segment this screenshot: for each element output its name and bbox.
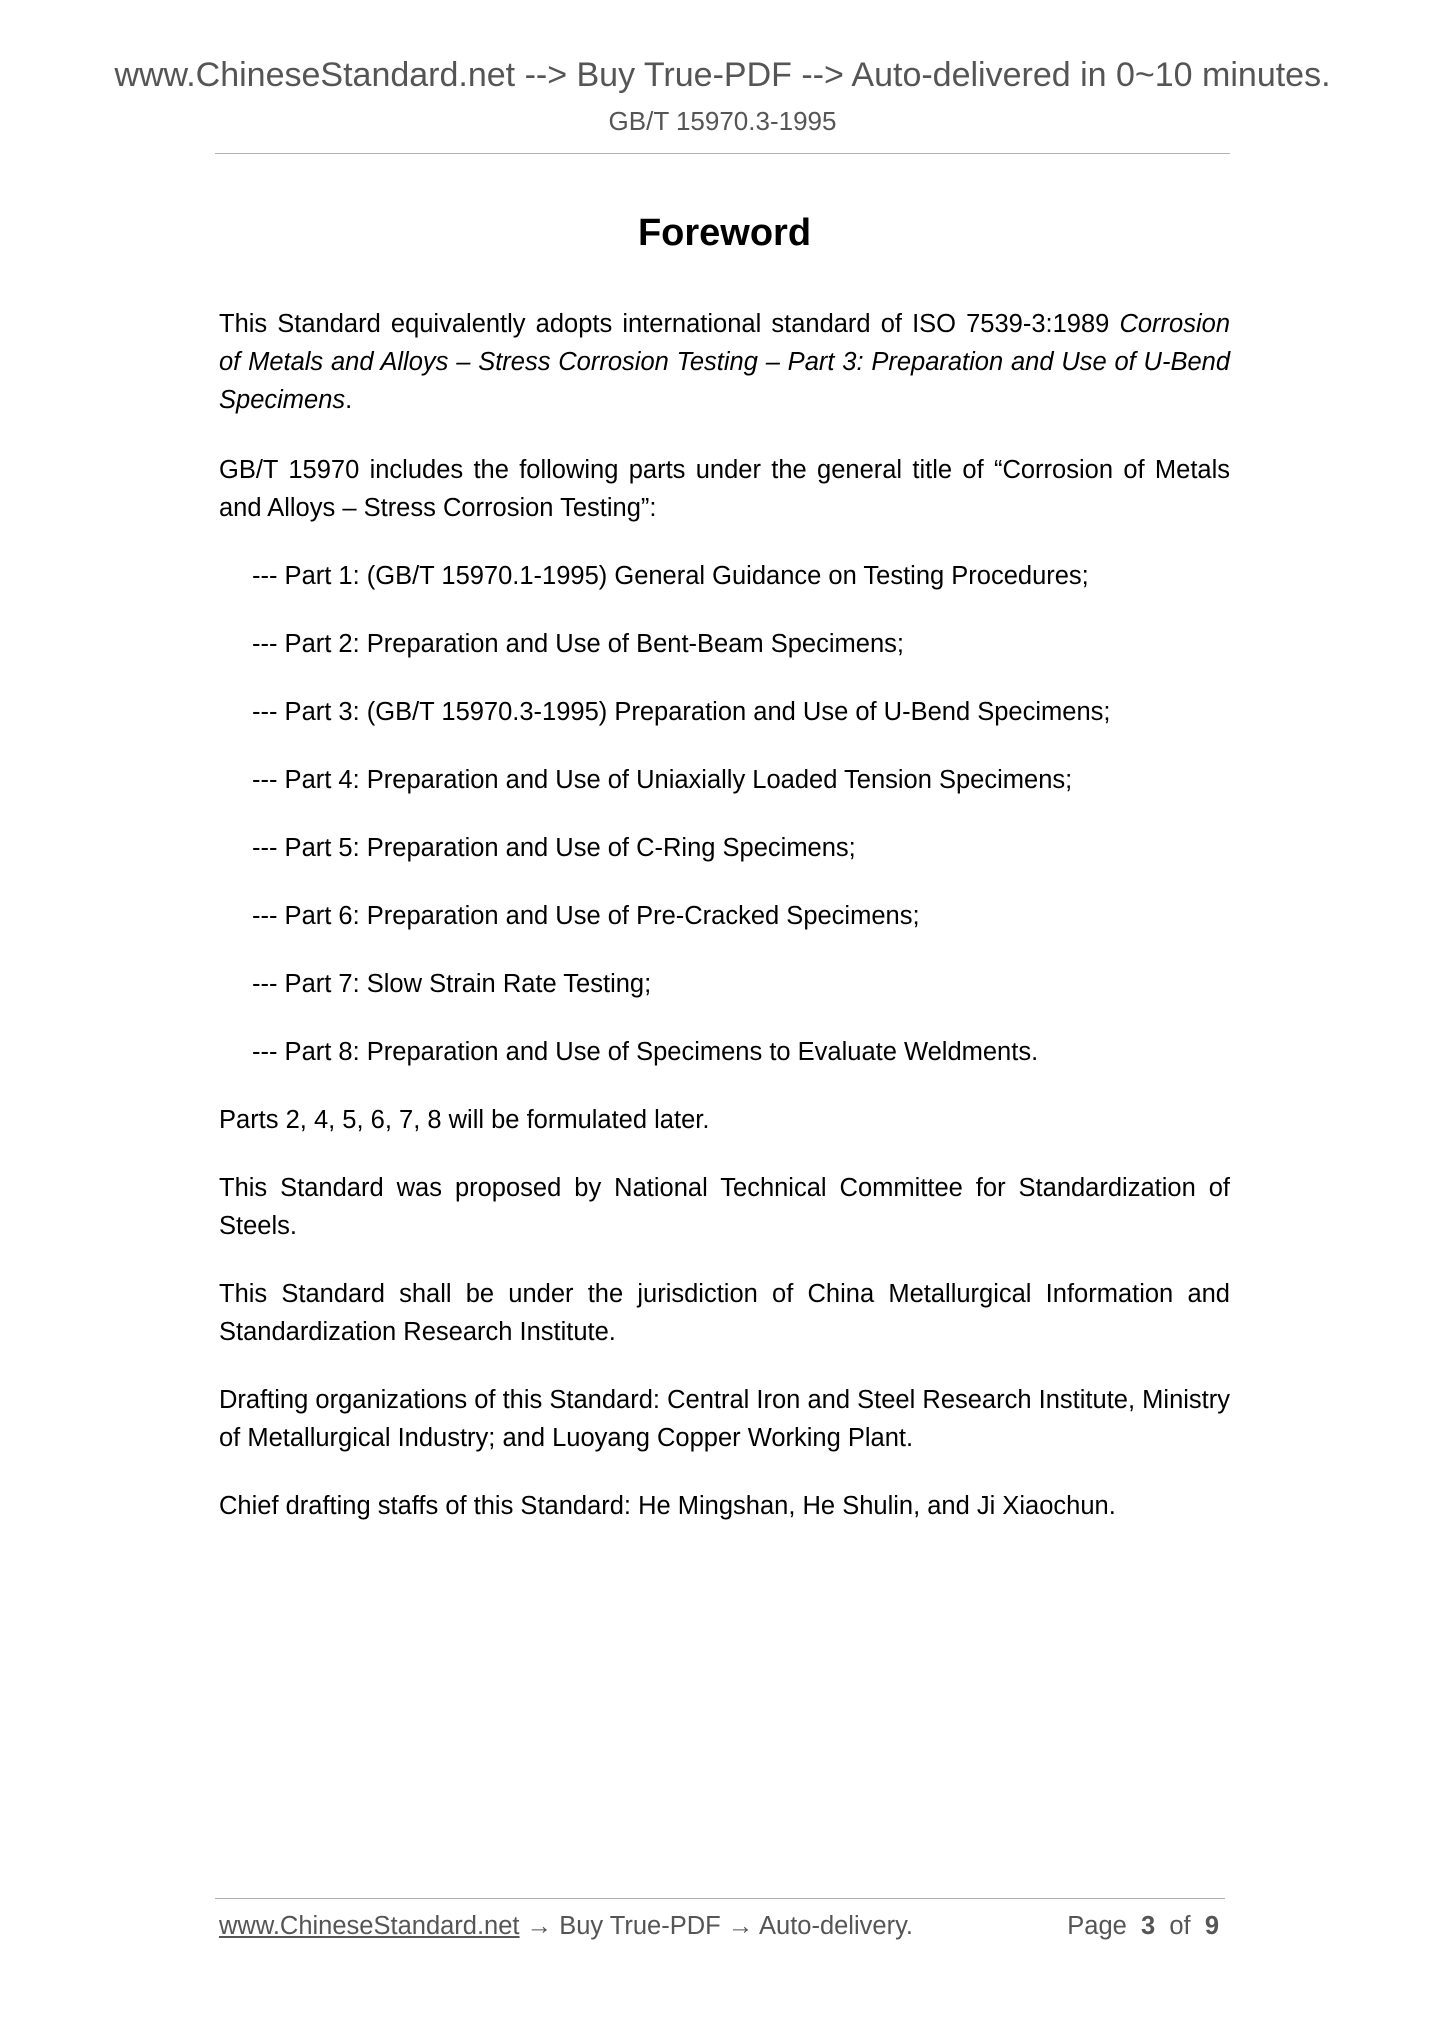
footer-delivery-text: Auto-delivery.	[759, 1912, 914, 1940]
intro-iso-title: Corrosion of Metals and Alloys – Stress Corrosion Testing – Part 3: Preparation and Use of U-Bend Specimens	[219, 310, 1230, 414]
list-item: --- Part 7: Slow Strain Rate Testing;	[252, 970, 652, 998]
list-item: --- Part 2: Preparation and Use of Bent-Beam Specimens;	[252, 630, 904, 658]
later-note-paragraph: Parts 2, 4, 5, 6, 7, 8 will be formulated later.	[219, 1106, 710, 1134]
page-title: Foreword	[637, 212, 812, 254]
list-item: --- Part 1: (GB/T 15970.1-1995) General Guidance on Testing Procedures;	[252, 562, 1089, 590]
header-divider	[215, 153, 1230, 154]
of-label: of	[1169, 1912, 1191, 1940]
page-number	[1067, 1912, 1219, 1941]
footer-arrow-icon: →	[720, 1912, 759, 1940]
footer-arrow-icon: →	[519, 1912, 560, 1940]
page-label: Page	[1067, 1912, 1127, 1940]
list-item: --- Part 3: (GB/T 15970.3-1995) Preparation and Use of U-Bend Specimens;	[252, 698, 1111, 726]
footer-buy-text: Buy True-PDF	[559, 1912, 721, 1940]
chief-drafting-staff-paragraph: Chief drafting staffs of this Standard: He Mingshan, He Shulin, and Ji Xiaochun.	[219, 1492, 1116, 1520]
footer-divider	[215, 1898, 1225, 1899]
jurisdiction-paragraph: This Standard shall be under the jurisdiction of China Metallurgical Information and Standardization Research Institute.	[219, 1280, 1230, 1346]
footer-site-link[interactable]: www.ChineseStandard.net	[219, 1912, 520, 1940]
proposed-by-paragraph: This Standard was proposed by National Technical Committee for Standardization of Steels.	[219, 1174, 1230, 1240]
intro-lead: This Standard equivalently adopts international standard of ISO 7539-3:1989	[219, 310, 1120, 338]
intro-tail: .	[345, 386, 353, 414]
total-pages-number: 9	[1204, 1912, 1219, 1940]
page-footer	[219, 1912, 1225, 1952]
list-item: --- Part 4: Preparation and Use of Uniaxially Loaded Tension Specimens;	[252, 766, 1073, 794]
parts-intro-paragraph: GB/T 15970 includes the following parts under the general title of “Corrosion of Metals and Alloys – Stress Corrosion Testing”:	[219, 456, 1230, 522]
list-item: --- Part 5: Preparation and Use of C-Ring Specimens;	[252, 834, 856, 862]
list-item: --- Part 6: Preparation and Use of Pre-Cracked Specimens;	[252, 902, 920, 930]
footer-promo	[219, 1912, 913, 1941]
header-banner: www.ChineseStandard.net --> Buy True-PDF --> Auto-delivered in 0~10 minutes.	[114, 56, 1331, 94]
drafting-organizations-paragraph: Drafting organizations of this Standard: Central Iron and Steel Research Institute, Ministry of Metallurgical Industry; and Luoyang Copper Working Plant.	[219, 1386, 1230, 1452]
intro-paragraph	[219, 305, 1230, 419]
current-page-number: 3	[1141, 1912, 1156, 1940]
list-item: --- Part 8: Preparation and Use of Specimens to Evaluate Weldments.	[252, 1038, 1039, 1066]
standard-code: GB/T 15970.3-1995	[608, 106, 837, 136]
